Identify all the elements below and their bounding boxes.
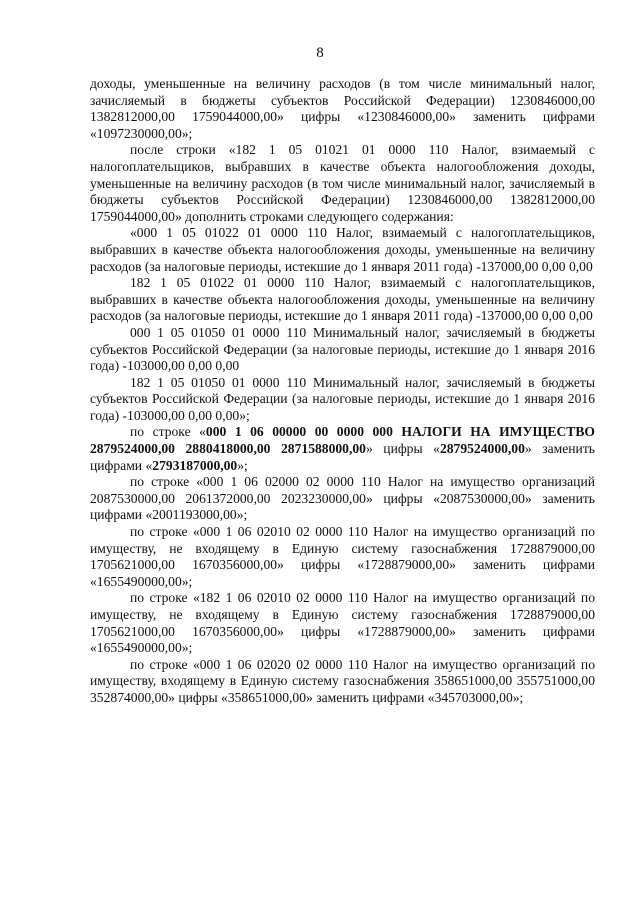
paragraph-5: 000 1 05 01050 01 0000 110 Минимальный налог, зачисляемый в бюджеты субъектов Российской Федерации (за налоговые периоды, истекшие до 1 января 2016 года) -103000,00 0,00 0,00 [90,324,595,374]
paragraph-4: 182 1 05 01022 01 0000 110 Налог, взимаемый с налогоплательщиков, выбравших в качестве объекта налогообложения доходы, уменьшенные на величину расходов (за налоговые периоды, истекшие до 1 января 2011 года) -137000,00 0,00 0,00 [90,275,595,324]
paragraph-7-text-4: »; [237,457,248,473]
document-body [90,76,595,707]
paragraph-3: «000 1 05 01022 01 0000 110 Налог, взимаемый с налогоплательщиков, выбравших в качестве объекта налогообложения доходы, уменьшенные на величину расходов (за налоговые периоды, истекшие до 1 января 2011 года) -137000,00 0,00 0,00 [90,225,595,274]
paragraph-8: по строке «000 1 06 02000 02 0000 110 Налог на имущество организаций 2087530000,00 2061372000,00 2023230000,00» цифры «2087530000,00» заменить цифрами «2001193000,00»; [90,474,595,523]
paragraph-7-text-3: » заменить цифрами « [90,441,595,473]
paragraph-11: по строке «000 1 06 02020 02 0000 110 Налог на имущество организаций по имуществу, входящему в Единую систему газоснабжения 358651000,00 355751000,00 352874000,00» цифры «358651000,00» заменить цифрами «345703000,00»; [90,656,595,705]
paragraph-7-bold-2: 2879524000,00 [439,441,525,457]
paragraph-10: по строке «182 1 06 02010 02 0000 110 Налог на имущество организаций по имуществу, не входящему в Единую систему газоснабжения 1728879000,00 1705621000,00 1670356000,00» цифры «1728879000,00» заменить цифрами «1655490000,00»; [90,590,595,656]
paragraph-7-bold-1: 000 1 06 00000 00 0000 000 НАЛОГИ НА ИМУЩЕСТВО 2879524000,00 2880418000,00 2871588000,00 [90,424,595,457]
paragraph-6: 182 1 05 01050 01 0000 110 Минимальный налог, зачисляемый в бюджеты субъектов Российской Федерации (за налоговые периоды, истекшие до 1 января 2016 года) -103000,00 0,00 0,00»; [90,374,595,423]
paragraph-7-bold-3: 2793187000,00 [152,457,238,473]
paragraph-7-text-2: » цифры « [365,441,440,457]
page-number: 8 [316,45,324,61]
paragraph-7-text-1: по строке « [130,424,206,440]
paragraph-1: доходы, уменьшенные на величину расходов (в том числе минимальный налог, зачисляемый в бюджеты субъектов Российской Федерации) 1230846000,00 1382812000,00 1759044000,00» цифры «1230846000,00» заменить цифрами «1097230000,00»; [90,76,595,141]
paragraph-7 [90,424,595,474]
paragraph-9: по строке «000 1 06 02010 02 0000 110 Налог на имущество организаций по имуществу, не входящему в Единую систему газоснабжения 1728879000,00 1705621000,00 1670356000,00» цифры «1728879000,00» заменить цифрами «1655490000,00»; [90,524,595,589]
paragraph-2: после строки «182 1 05 01021 01 0000 110 Налог, взимаемый с налогоплательщиков, выбравших в качестве объекта налогообложения доходы, уменьшенные на величину расходов (в том числе минимальный налог, зачисляемый в бюджеты субъектов Российской Федерации) 1230846000,00 1382812000,00 1759044000,00» дополнить строками следующего содержания: [90,142,595,224]
